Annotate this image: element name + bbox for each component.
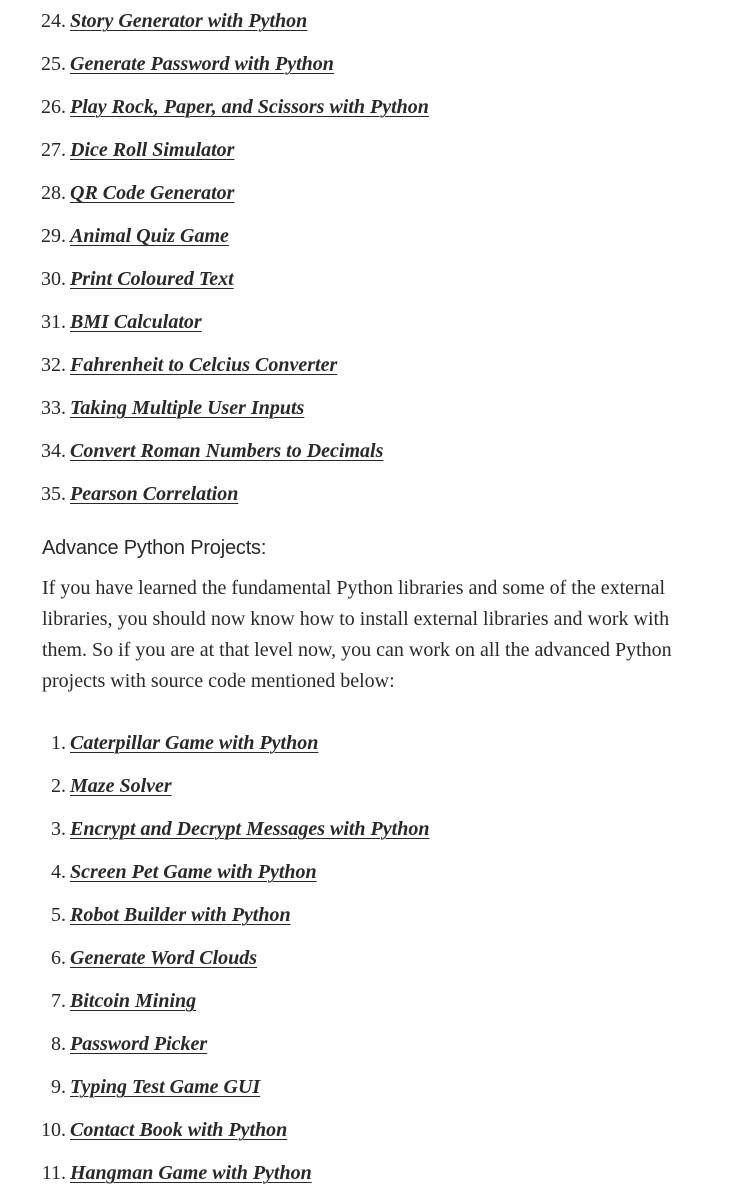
project-link[interactable]: Animal Quiz Game	[70, 225, 229, 247]
list-item	[0, 344, 733, 387]
list-item-number: 8.	[51, 1033, 66, 1055]
project-link[interactable]: Encrypt and Decrypt Messages with Python	[70, 818, 430, 840]
list-item-number: 35.	[41, 483, 66, 505]
list-item	[0, 129, 733, 172]
project-link[interactable]: Print Coloured Text	[70, 268, 234, 290]
project-link[interactable]: QR Code Generator	[70, 182, 235, 204]
list-item-number: 5.	[51, 904, 66, 926]
project-link[interactable]: Convert Roman Numbers to Decimals	[70, 440, 384, 462]
project-link[interactable]: Taking Multiple User Inputs	[70, 397, 305, 419]
project-link[interactable]: Contact Book with Python	[70, 1119, 288, 1141]
list-item	[0, 86, 733, 129]
list-item-number: 9.	[51, 1076, 66, 1098]
list-item-number: 30.	[41, 268, 66, 290]
list-item	[0, 387, 733, 430]
project-link[interactable]: Play Rock, Paper, and Scissors with Python	[70, 96, 429, 118]
list-item	[0, 851, 733, 894]
list-item-number: 29.	[41, 225, 66, 247]
list-item-number: 2.	[51, 775, 66, 797]
project-link[interactable]: Hangman Game with Python	[70, 1162, 312, 1184]
project-link[interactable]: Robot Builder with Python	[70, 904, 291, 926]
list-item-number: 3.	[51, 818, 66, 840]
list-item	[0, 722, 733, 765]
list-item-number: 24.	[41, 10, 66, 32]
section-intro-paragraph: If you have learned the fundamental Python libraries and some of the external libraries, you should now know how to install external libraries and work with them. So if you are at that level now, you can work on all the advanced Python projects with source code mentioned below:	[42, 577, 672, 692]
list-item	[0, 258, 733, 301]
project-link[interactable]: Screen Pet Game with Python	[70, 861, 317, 883]
list-item-number: 34.	[41, 440, 66, 462]
project-link[interactable]: Bitcoin Mining	[70, 990, 197, 1012]
list-item	[0, 473, 733, 516]
list-item-number: 10.	[41, 1119, 66, 1141]
list-item	[0, 937, 733, 980]
list-item-number: 31.	[41, 311, 66, 333]
list-item	[0, 980, 733, 1023]
list-item	[0, 430, 733, 473]
list-item	[0, 301, 733, 344]
list-item-number: 7.	[51, 990, 66, 1012]
project-link[interactable]: Generate Word Clouds	[70, 947, 258, 969]
list-item-number: 33.	[41, 397, 66, 419]
list-item	[0, 43, 733, 86]
list-item	[0, 1066, 733, 1109]
beginner-project-list	[0, 0, 733, 516]
list-item	[0, 215, 733, 258]
list-item-number: 4.	[51, 861, 66, 883]
list-item-number: 11.	[41, 1162, 66, 1184]
list-item	[0, 1152, 733, 1195]
list-item	[0, 1023, 733, 1066]
project-link[interactable]: Generate Password with Python	[70, 53, 334, 75]
list-item-number: 27.	[41, 139, 66, 161]
list-item	[0, 765, 733, 808]
list-item-number: 1.	[51, 732, 66, 754]
list-item-number: 6.	[51, 947, 66, 969]
project-link[interactable]: Maze Solver	[70, 775, 172, 797]
advanced-project-list	[0, 722, 733, 1195]
list-item-number: 32.	[41, 354, 66, 376]
list-item-number: 25.	[41, 53, 66, 75]
list-item	[0, 172, 733, 215]
project-link[interactable]: Fahrenheit to Celcius Converter	[70, 354, 338, 376]
project-link[interactable]: Caterpillar Game with Python	[70, 732, 319, 754]
project-link[interactable]: BMI Calculator	[70, 311, 202, 333]
list-item-number: 28.	[41, 182, 66, 204]
project-link[interactable]: Dice Roll Simulator	[70, 139, 235, 161]
project-link[interactable]: Typing Test Game GUI	[70, 1076, 261, 1098]
list-item	[0, 894, 733, 937]
section-heading: Advance Python Projects:	[42, 537, 267, 559]
list-item-number: 26.	[41, 96, 66, 118]
list-item	[0, 1109, 733, 1152]
project-link[interactable]: Pearson Correlation	[70, 483, 239, 505]
list-item	[0, 0, 733, 43]
list-item	[0, 808, 733, 851]
project-link[interactable]: Story Generator with Python	[70, 10, 308, 32]
project-link[interactable]: Password Picker	[70, 1033, 208, 1055]
